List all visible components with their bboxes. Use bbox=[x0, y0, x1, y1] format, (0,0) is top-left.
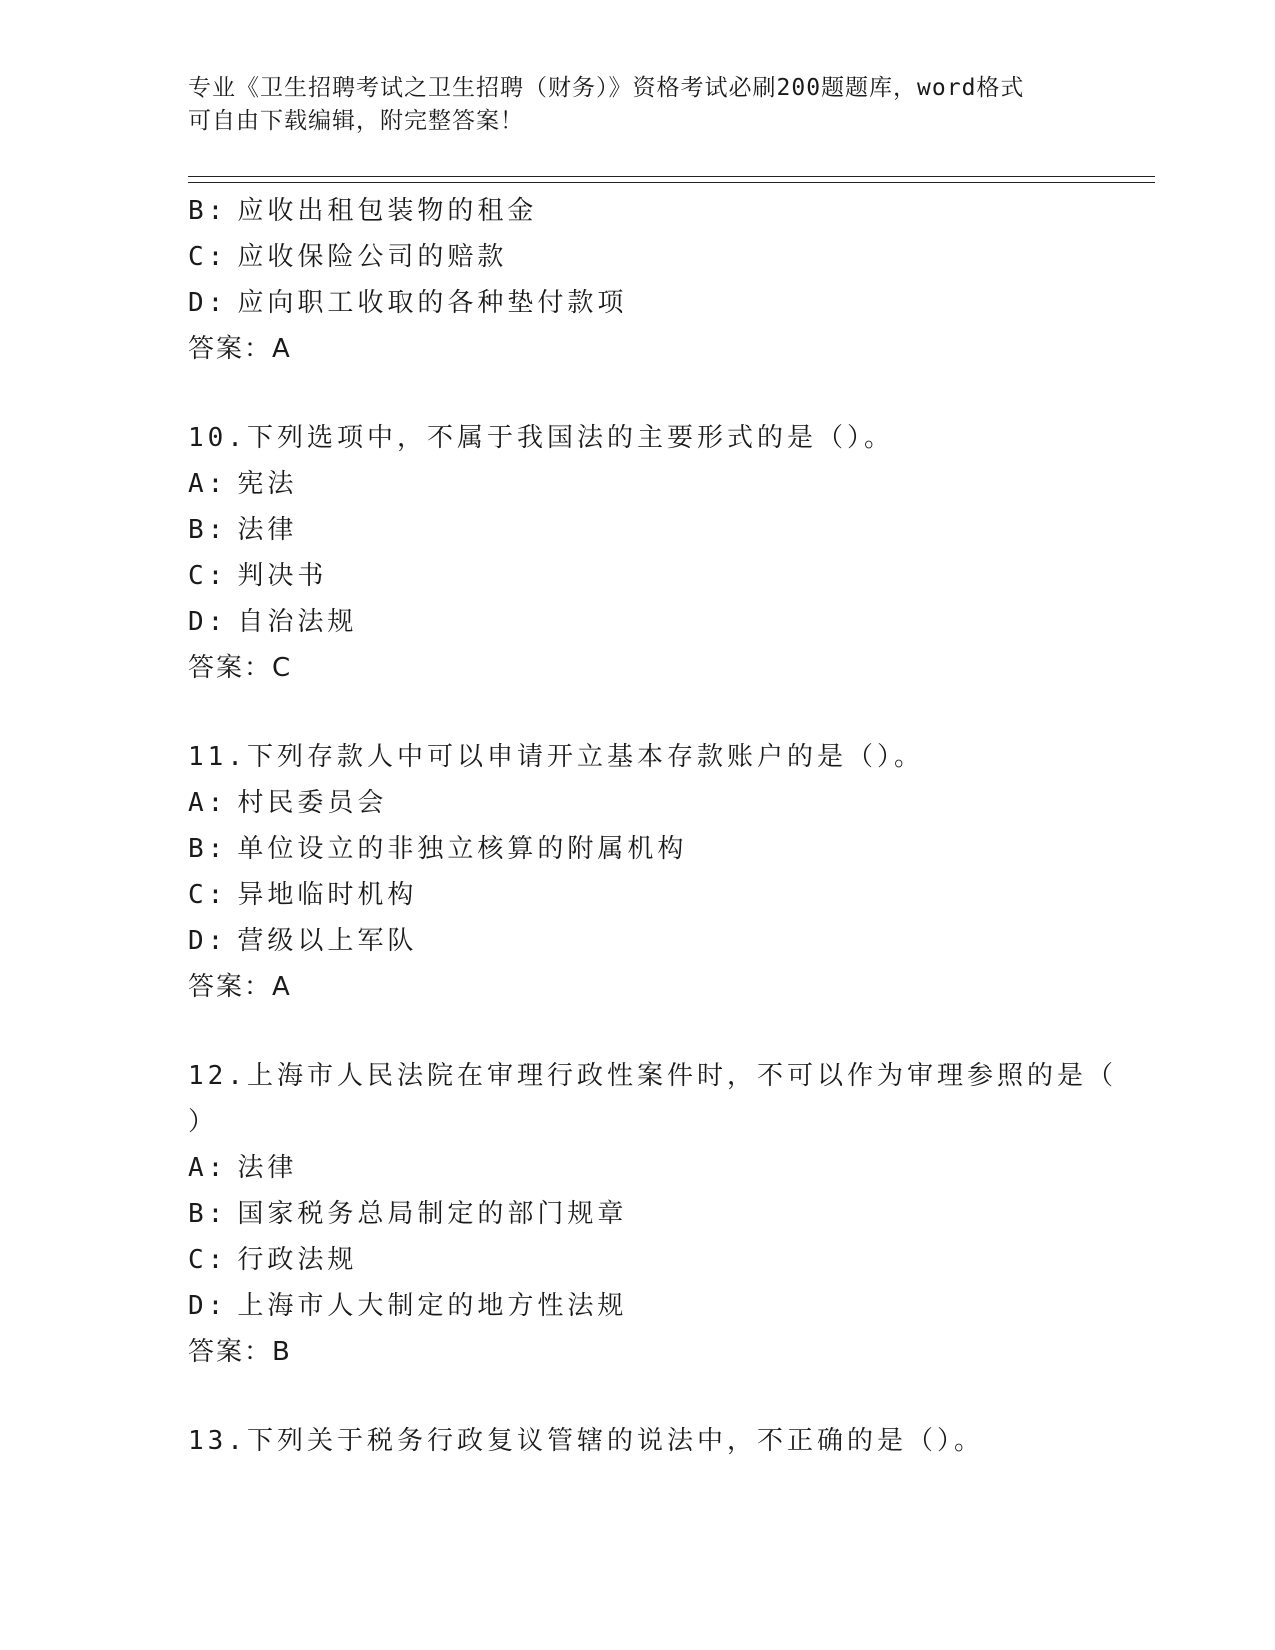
option-b: B: 国家税务总局制定的部门规章 bbox=[188, 1199, 628, 1229]
option-letter: D bbox=[188, 1291, 208, 1321]
answer-line: 答案：C bbox=[188, 653, 293, 683]
option-d: D: 应向职工收取的各种垫付款项 bbox=[188, 288, 628, 318]
question-13 bbox=[188, 1418, 1088, 1464]
option-letter: D bbox=[188, 926, 208, 956]
option-text: 国家税务总局制定的部门规章 bbox=[237, 1199, 628, 1229]
option-d: D: 自治法规 bbox=[188, 607, 358, 637]
answer-line: 答案：B bbox=[188, 1337, 292, 1367]
answer-line: 答案：A bbox=[188, 972, 292, 1002]
question-stem-continuation: ） bbox=[188, 1107, 219, 1137]
option-text: 异地临时机构 bbox=[237, 880, 418, 910]
question-9-continued bbox=[188, 188, 1088, 372]
question-stem: 10.下列选项中，不属于我国法的主要形式的是（）。 bbox=[188, 423, 894, 453]
option-text: 村民委员会 bbox=[237, 788, 388, 818]
option-a: A: 宪法 bbox=[188, 469, 298, 499]
header-rule-top bbox=[188, 176, 1155, 177]
option-text: 法律 bbox=[237, 1153, 298, 1183]
option-letter: C bbox=[188, 1245, 208, 1275]
option-b: B: 单位设立的非独立核算的附属机构 bbox=[188, 834, 688, 864]
option-letter: C bbox=[188, 880, 208, 910]
question-stem: 12.上海市人民法院在审理行政性案件时，不可以作为审理参照的是（ bbox=[188, 1061, 1117, 1091]
option-letter: B bbox=[188, 196, 208, 226]
option-letter: A bbox=[188, 1153, 208, 1183]
option-d: D: 营级以上军队 bbox=[188, 926, 418, 956]
option-letter: B bbox=[188, 834, 208, 864]
option-c: C: 异地临时机构 bbox=[188, 880, 418, 910]
option-c: C: 判决书 bbox=[188, 561, 328, 591]
option-letter: C bbox=[188, 242, 208, 272]
option-text: 应向职工收取的各种垫付款项 bbox=[237, 288, 628, 318]
option-letter: A bbox=[188, 788, 208, 818]
question-10 bbox=[188, 415, 1088, 691]
question-stem: 13.下列关于税务行政复议管辖的说法中，不正确的是（）。 bbox=[188, 1426, 984, 1456]
option-letter: A bbox=[188, 469, 208, 499]
option-text: 自治法规 bbox=[237, 607, 358, 637]
option-b: B: 应收出租包装物的租金 bbox=[188, 196, 538, 226]
question-11 bbox=[188, 734, 1088, 1010]
option-c: C: 应收保险公司的赔款 bbox=[188, 242, 508, 272]
option-text: 上海市人大制定的地方性法规 bbox=[237, 1291, 628, 1321]
option-text: 应收出租包装物的租金 bbox=[237, 196, 538, 226]
option-text: 应收保险公司的赔款 bbox=[237, 242, 508, 272]
option-a: A: 法律 bbox=[188, 1153, 298, 1183]
option-c: C: 行政法规 bbox=[188, 1245, 358, 1275]
option-text: 法律 bbox=[237, 515, 298, 545]
option-text: 单位设立的非独立核算的附属机构 bbox=[237, 834, 688, 864]
option-d: D: 上海市人大制定的地方性法规 bbox=[188, 1291, 628, 1321]
question-12 bbox=[188, 1053, 1117, 1375]
document-header bbox=[188, 72, 1088, 138]
option-text: 营级以上军队 bbox=[237, 926, 418, 956]
option-letter: B bbox=[188, 515, 208, 545]
option-letter: D bbox=[188, 607, 208, 637]
option-letter: C bbox=[188, 561, 208, 591]
header-title-line-1: 专业《卫生招聘考试之卫生招聘（财务）》资格考试必刷200题题库，word格式 bbox=[188, 75, 1025, 101]
option-b: B: 法律 bbox=[188, 515, 298, 545]
question-stem: 11.下列存款人中可以申请开立基本存款账户的是（）。 bbox=[188, 742, 924, 772]
header-rule-bottom bbox=[188, 182, 1155, 183]
answer-line: 答案：A bbox=[188, 334, 292, 364]
question-list bbox=[188, 188, 1117, 1464]
option-text: 判决书 bbox=[237, 561, 328, 591]
header-title-line-2: 可自由下载编辑，附完整答案！ bbox=[188, 108, 524, 134]
option-letter: D bbox=[188, 288, 208, 318]
option-text: 宪法 bbox=[237, 469, 298, 499]
option-a: A: 村民委员会 bbox=[188, 788, 388, 818]
option-text: 行政法规 bbox=[237, 1245, 358, 1275]
option-letter: B bbox=[188, 1199, 208, 1229]
